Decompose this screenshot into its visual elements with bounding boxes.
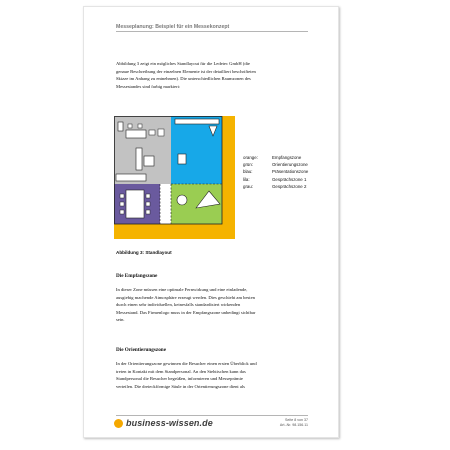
paragraph-line: treten in Kontakt mit dem Standpersonal. An den Stehtischen kann das [116, 368, 246, 374]
intro-line: Skizze im Anhang zu entnehmen). Die unterschiedlichen Raumzonen des [116, 76, 251, 82]
article-number: Art.-Nr. 98.156.11 [279, 423, 308, 427]
legend-value: Gesprächszone 1 [272, 176, 307, 182]
paragraph-line: durch einen sehr individuellen, keinesfalls standardisiert wirkenden [116, 302, 241, 308]
legend-item [243, 183, 308, 190]
legend-value: Empfangszone [272, 155, 302, 160]
legend-value: Präsentationszone [272, 169, 309, 175]
intro-paragraph [116, 60, 308, 90]
legend-key: orange: [243, 155, 258, 160]
paragraph-line: Messestand. Das Firmenlogo muss in der Empfangszone unbedingt sichtbar [116, 309, 256, 315]
legend-key: grün: [243, 162, 254, 168]
section-heading: Die Orientierungszone [116, 347, 166, 353]
footer-divider [116, 415, 308, 416]
legend-value: Orientierungszone [272, 162, 308, 168]
paragraph-line: ausgiebig machende Atmosphäre erzeugt werden. Dies geschieht am besten [116, 294, 255, 300]
legend-item [243, 168, 308, 175]
header-divider [116, 31, 308, 32]
section-paragraph [116, 286, 308, 324]
section-heading: Die Empfangszone [116, 273, 158, 279]
legend-key: blau: [243, 169, 253, 175]
legend-item [243, 176, 308, 183]
paragraph-line: sein. [116, 317, 125, 323]
document-page [83, 6, 339, 438]
legend-key: lila: [243, 176, 250, 182]
page-number: Seite 8 von 37 [285, 418, 308, 422]
intro-line: genaue Beschreibung der einzelnen Elemente ist der detailliert beschrifteten [116, 68, 256, 74]
legend-item [243, 154, 308, 161]
legend-value: Gesprächszone 2 [272, 183, 307, 189]
color-legend [243, 154, 308, 190]
footer-logo [114, 418, 213, 428]
page-header [84, 7, 338, 31]
paragraph-line: In der Orientierungszone gewinnen die Besucher einen ersten Überblick und [116, 361, 257, 366]
intro-line: Abbildung 3 zeigt ein mögliches Standlayout für die Ledetec GmbH (die [116, 61, 250, 66]
footer-meta [280, 418, 308, 428]
intro-line: Messestandes sind farbig markiert: [116, 83, 181, 89]
header-title: Messeplanung: Beispiel für ein Messekonzept [116, 24, 230, 30]
legend-key: grau: [243, 183, 254, 189]
logo-dot-icon [114, 419, 123, 428]
zone-orange [222, 116, 235, 239]
zone-orange-bottom [114, 224, 235, 239]
stand-layout-figure [114, 116, 235, 239]
logo-text: business-wissen.de [126, 418, 213, 428]
paragraph-line: verteilen. Die dreieckförmige Säule in der Orientierungszone dient als [116, 383, 245, 389]
paragraph-line: Standpersonal die Besucher begrüßen, informieren und Messeprämie [116, 376, 243, 382]
section-paragraph [116, 360, 308, 390]
paragraph-line: In dieser Zone müssen eine optimale Fernwirkung und eine einladende, [116, 287, 248, 292]
figure-caption: Abbildung 3: Standlayout [116, 250, 172, 255]
legend-item [243, 161, 308, 168]
